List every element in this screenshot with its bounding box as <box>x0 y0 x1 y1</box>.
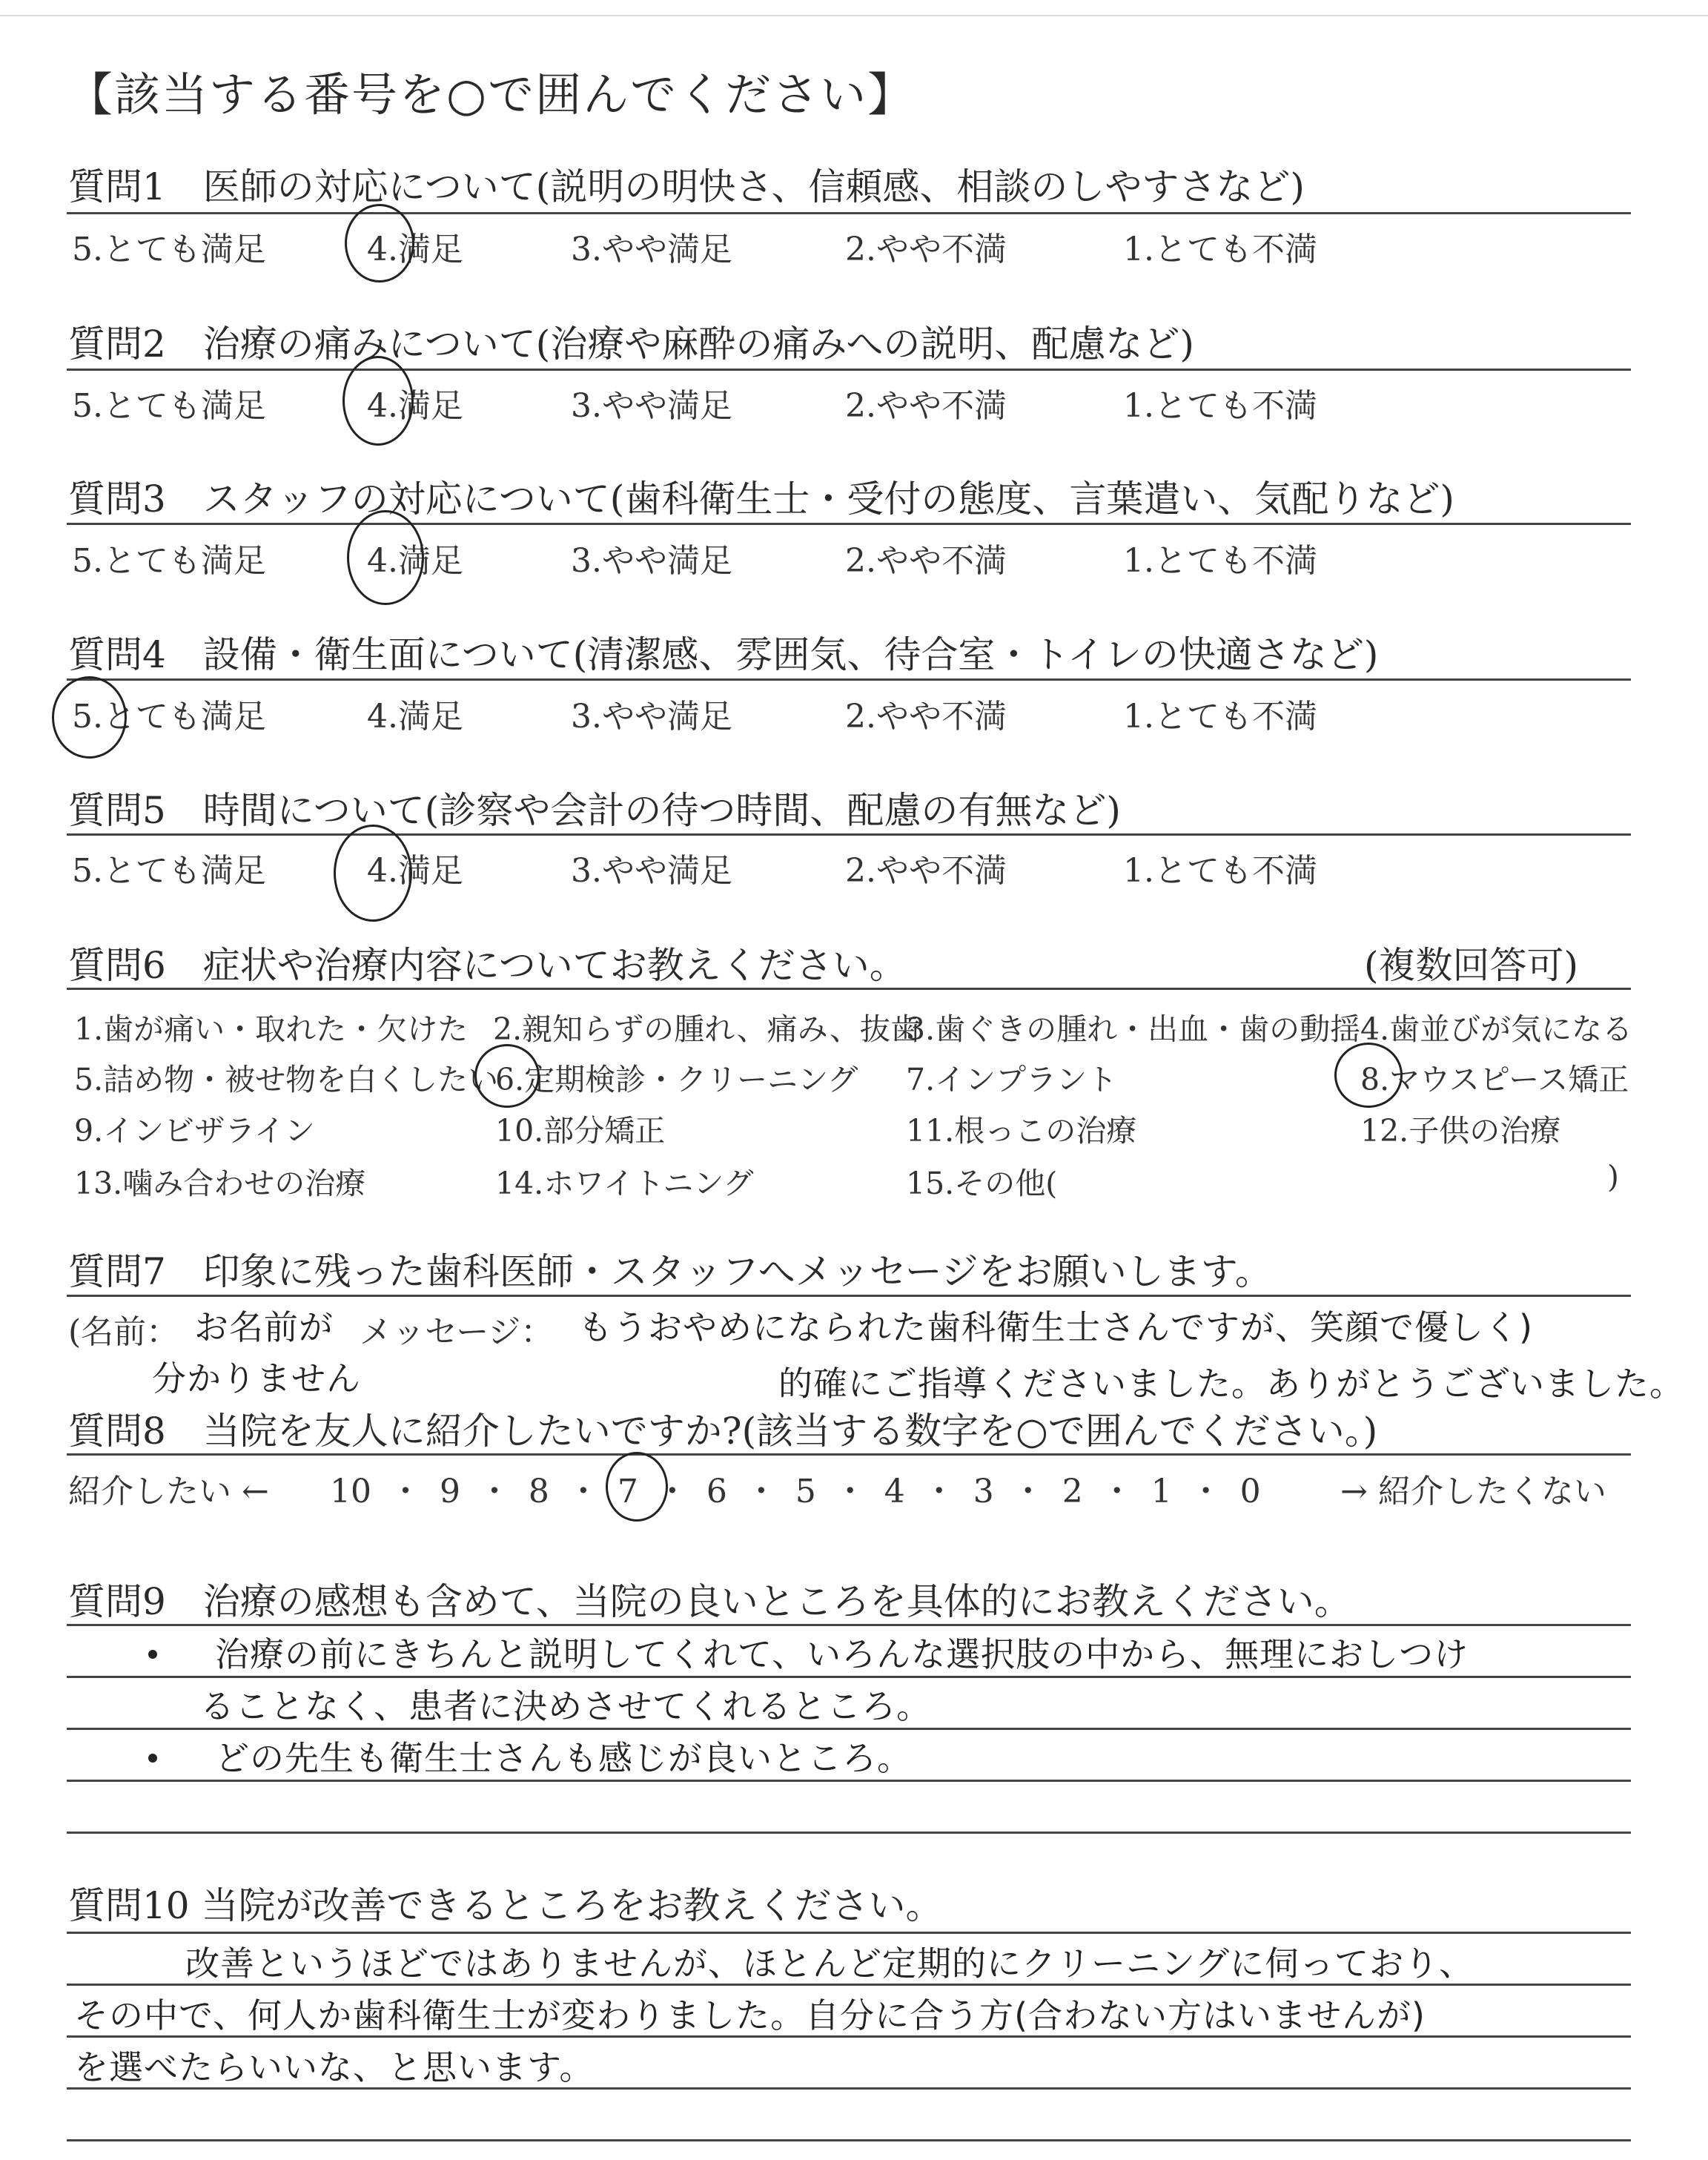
question-7-title: 質問7 印象に残った歯科医師・スタッフへメッセージをお願いします。 <box>68 1250 1272 1293</box>
q9-bullet-1 <box>148 1650 157 1659</box>
q6-option-12[interactable]: 12.子供の治療 <box>1360 1113 1561 1149</box>
q9-answer-line1[interactable]: 治療の前にきちんと説明してくれて、いろんな選択肢の中から、無理におしつけ <box>215 1634 1469 1674</box>
q6-option-1[interactable]: 1.歯が痛い・取れた・欠けた <box>74 1011 469 1047</box>
question-5-title: 質問5 時間について(診察や会計の待つ時間、配慮の有無など) <box>68 789 1121 832</box>
q4-option-4[interactable]: 4.満足 <box>367 698 463 736</box>
q1-option-1[interactable]: 1.とても不満 <box>1123 231 1317 268</box>
q6-option-3[interactable]: 3.歯ぐきの腫れ・出血・歯の動揺 <box>906 1011 1361 1047</box>
q1-option-2[interactable]: 2.やや不満 <box>845 231 1007 268</box>
q5-selection-circle <box>334 825 412 922</box>
q6-option-2[interactable]: 2.親知らずの腫れ、痛み、抜歯 <box>493 1011 921 1047</box>
q10-answer-line2[interactable]: その中で、何人か歯科衛生士が変わりました。自分に合う方(合わない方はいませんが) <box>74 1995 1426 2035</box>
q2-option-4[interactable]: 4.満足 <box>367 387 463 425</box>
q6-option-7[interactable]: 7.インプラント <box>906 1062 1118 1097</box>
q2-option-1[interactable]: 1.とても不満 <box>1123 387 1317 425</box>
q6-option-8[interactable]: 8.マウスピース矯正 <box>1360 1062 1629 1097</box>
q1-selection-circle <box>345 204 414 283</box>
q1-option-3[interactable]: 3.やや満足 <box>571 231 732 268</box>
q5-option-2[interactable]: 2.やや不満 <box>845 852 1007 890</box>
q3-selection-circle <box>347 510 424 605</box>
q8-right-label: → 紹介したくない <box>1340 1473 1606 1510</box>
form-instruction-header: 【該当する番号を○で囲んでください】 <box>67 67 916 122</box>
q6-selection-circle-6 <box>474 1044 540 1108</box>
q6-option-15-close-paren: ) <box>1607 1159 1619 1195</box>
page-top-edge <box>0 15 1708 16</box>
question-6-rule <box>67 988 1631 990</box>
q6-option-10[interactable]: 10.部分矯正 <box>495 1113 666 1149</box>
q4-option-1[interactable]: 1.とても不満 <box>1123 698 1317 736</box>
q4-option-5[interactable]: 5.とても満足 <box>72 698 266 736</box>
q6-option-6[interactable]: 6.定期検診・クリーニング <box>495 1062 858 1097</box>
q7-message-label: メッセージ： <box>360 1313 554 1351</box>
q9-bullet-2 <box>148 1754 157 1763</box>
q9-answer-line3[interactable]: どの先生も衛生士さんも感じが良いところ。 <box>215 1738 912 1778</box>
q5-option-5[interactable]: 5.とても満足 <box>72 852 266 890</box>
q5-option-4[interactable]: 4.満足 <box>367 852 463 890</box>
q2-option-5[interactable]: 5.とても満足 <box>72 387 266 425</box>
q7-message-line2[interactable]: 的確にご指導くださいました。ありがとうございました。 <box>778 1364 1684 1404</box>
question-9-rule-5 <box>67 1832 1631 1834</box>
q2-selection-circle <box>342 356 414 446</box>
q8-left-label: 紹介したい ← <box>68 1473 269 1510</box>
question-8-title: 質問8 当院を友人に紹介したいですか?(該当する数字を○で囲んでください。) <box>68 1410 1378 1453</box>
q1-option-5[interactable]: 5.とても満足 <box>72 231 266 268</box>
q6-option-13[interactable]: 13.噛み合わせの治療 <box>74 1166 366 1201</box>
q6-selection-circle-8 <box>1334 1043 1403 1108</box>
q6-option-4[interactable]: 4.歯並びが気になる <box>1360 1011 1633 1047</box>
q5-option-1[interactable]: 1.とても不満 <box>1123 852 1317 890</box>
q6-option-11[interactable]: 11.根っこの治療 <box>906 1113 1137 1149</box>
question-10-rule-5 <box>67 2139 1631 2141</box>
q3-option-4[interactable]: 4.満足 <box>367 542 463 580</box>
q7-name-value-line2[interactable]: 分かりません <box>152 1358 361 1398</box>
q6-option-5[interactable]: 5.詰め物・被せ物を白くしたい <box>74 1062 499 1097</box>
question-4-title: 質問4 設備・衛生面について(清潔感、雰囲気、待合室・トイレの快適さなど) <box>68 633 1379 676</box>
q5-option-3[interactable]: 3.やや満足 <box>571 852 732 890</box>
q2-option-3[interactable]: 3.やや満足 <box>571 387 732 425</box>
question-2-title: 質問2 治療の痛みについて(治療や麻酔の痛みへの説明、配慮など) <box>68 323 1194 366</box>
q6-option-15[interactable]: 15.その他( <box>906 1166 1058 1201</box>
q8-scale[interactable]: 10 ・ 9 ・ 8 ・ 7 ・ 6 ・ 5 ・ 4 ・ 3 ・ 2 ・ 1 ・ 0 <box>330 1473 1261 1510</box>
question-10-title: 質問10 当院が改善できるところをお教えください。 <box>68 1884 943 1927</box>
question-6-title: 質問6 症状や治療内容についてお教えください。 <box>68 944 907 987</box>
question-7-rule <box>67 1295 1631 1297</box>
q4-selection-circle <box>52 676 127 759</box>
q3-option-2[interactable]: 2.やや不満 <box>845 542 1007 580</box>
q7-name-value-line1[interactable]: お名前が <box>194 1307 334 1347</box>
q8-selection-circle <box>606 1452 668 1522</box>
question-10-rule-1 <box>67 1932 1631 1934</box>
question-3-rule <box>67 523 1631 525</box>
question-3-title: 質問3 スタッフの対応について(歯科衛生士・受付の態度、言葉遣い、気配りなど) <box>68 478 1454 521</box>
q6-option-14[interactable]: 14.ホワイトニング <box>495 1166 754 1201</box>
question-9-rule-1 <box>67 1624 1631 1626</box>
q7-message-line1[interactable]: もうおやめになられた歯科衛生士さんですが、笑顔で優しく) <box>578 1307 1533 1347</box>
q1-option-4[interactable]: 4.満足 <box>367 231 463 268</box>
q3-option-1[interactable]: 1.とても不満 <box>1123 542 1317 580</box>
question-1-title: 質問1 医師の対応について(説明の明快さ、信頼感、相談のしやすさなど) <box>68 165 1305 208</box>
question-5-rule <box>67 833 1631 836</box>
q10-answer-line3[interactable]: を選べたらいいな、と思います。 <box>74 2047 595 2087</box>
q4-option-2[interactable]: 2.やや不満 <box>845 698 1007 736</box>
question-6-multiple-note: (複数回答可) <box>1364 944 1579 987</box>
q10-answer-line1[interactable]: 改善というほどではありませんが、ほとんど定期的にクリーニングに伺っており、 <box>185 1943 1474 1984</box>
question-8-rule <box>67 1453 1631 1456</box>
q3-option-3[interactable]: 3.やや満足 <box>571 542 732 580</box>
question-9-title: 質問9 治療の感想も含めて、当院の良いところを具体的にお教えください。 <box>68 1580 1351 1623</box>
q9-answer-line2[interactable]: ることなく、患者に決めさせてくれるところ。 <box>200 1686 932 1726</box>
question-1-rule <box>67 212 1631 214</box>
question-2-rule <box>67 369 1631 371</box>
q4-option-3[interactable]: 3.やや満足 <box>571 698 732 736</box>
q2-option-2[interactable]: 2.やや不満 <box>845 387 1007 425</box>
question-4-rule <box>67 678 1631 681</box>
q3-option-5[interactable]: 5.とても満足 <box>72 542 266 580</box>
q6-option-9[interactable]: 9.インビザライン <box>74 1113 315 1149</box>
q7-name-label: (名前： <box>68 1313 179 1351</box>
